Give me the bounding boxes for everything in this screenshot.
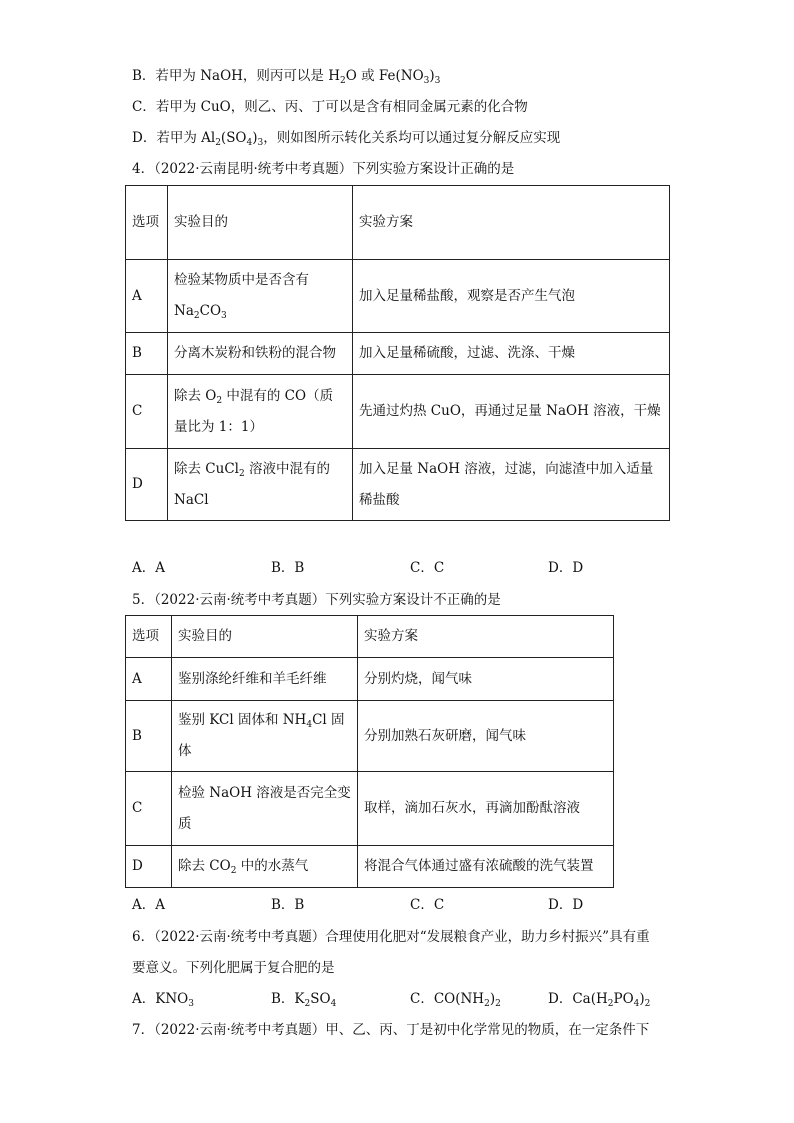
purpose-cell: 检验某物质中是否含有 $Na_2CO_3$ — [168, 260, 353, 333]
header-option: 选项 — [126, 616, 172, 658]
purpose-cell: 鉴别涤纶纤维和羊毛纤维 — [172, 658, 358, 701]
purpose-cell: 检验 NaOH 溶液是否完全变质 — [172, 772, 358, 846]
q7-stem: 7．（2022·云南·统考中考真题）甲、乙、丙、丁是初中化学常见的物质，在一定条件下 — [132, 1022, 650, 1038]
header-purpose: 实验目的 — [172, 616, 358, 658]
q3-option-c: C．若甲为 CuO，则乙、丙、丁可以是含有相同金属元素的化合物 — [132, 99, 528, 115]
table-row — [126, 333, 670, 375]
q4-stem: 4．（2022·云南昆明·统考中考真题）下列实验方案设计正确的是 — [132, 161, 515, 177]
option-cell: B — [126, 701, 172, 772]
header-purpose: 实验目的 — [168, 186, 353, 260]
option-cell: A — [126, 658, 172, 701]
table-row — [126, 658, 614, 701]
purpose-cell: 鉴别 KCl 固体和 $NH_4Cl$ 固体 — [172, 701, 358, 772]
table-header-row — [126, 616, 614, 658]
plan-cell: 分别灼烧，闻气味 — [358, 658, 614, 701]
answer-option-a[interactable]: A．A — [132, 560, 165, 576]
table-row — [126, 260, 670, 333]
q4-table — [125, 185, 670, 521]
q5-stem: 5．（2022·云南·统考中考真题）下列实验方案设计不正确的是 — [132, 592, 501, 608]
purpose-cell: 除去 CuCl$_2$ 溶液中混有的 NaCl — [168, 449, 353, 521]
answer-option-b[interactable]: B．B — [271, 897, 305, 913]
plan-cell: 分别加熟石灰研磨，闻气味 — [358, 701, 614, 772]
purpose-cell: 除去 $CO_2$ 中的水蒸气 — [172, 846, 358, 888]
purpose-cell: 分离木炭粉和铁粉的混合物 — [168, 333, 353, 375]
q5-table — [125, 615, 614, 888]
plan-cell: 先通过灼热 CuO，再通过足量 NaOH 溶液，干燥 — [353, 375, 670, 449]
header-plan: 实验方案 — [353, 186, 670, 260]
answer-option-d[interactable]: D．D — [548, 897, 584, 913]
option-cell: A — [126, 260, 168, 333]
header-plan: 实验方案 — [358, 616, 614, 658]
option-cell: C — [126, 375, 168, 449]
plan-cell: 加入足量稀盐酸，观察是否产生气泡 — [353, 260, 670, 333]
answer-option-a[interactable]: A．$KNO_3$ — [132, 991, 194, 1009]
table-row — [126, 701, 614, 772]
table-row — [126, 375, 670, 449]
plan-cell: 取样，滴加石灰水，再滴加酚酞溶液 — [358, 772, 614, 846]
option-cell: D — [126, 449, 168, 521]
answer-option-b[interactable]: B．B — [271, 560, 305, 576]
header-option: 选项 — [126, 186, 168, 260]
q6-stem-line2: 要意义。下列化肥属于复合肥的是 — [132, 960, 335, 976]
answer-option-d[interactable]: D．D — [548, 560, 584, 576]
table-row — [126, 449, 670, 521]
answer-option-c[interactable]: C．C — [410, 560, 445, 576]
purpose-cell: 除去 $O_2$ 中混有的 CO（质量比为 1：1） — [168, 375, 353, 449]
answer-option-d[interactable]: D．$Ca(H_2PO_4)_2$ — [548, 991, 651, 1009]
answer-option-c[interactable]: C．$CO(NH_2)_2$ — [410, 991, 501, 1009]
table-row — [126, 846, 614, 888]
plan-cell: 加入足量稀硫酸，过滤、洗涤、干燥 — [353, 333, 670, 375]
q6-stem-line1: 6．（2022·云南·统考中考真题）合理使用化肥对“发展粮食产业，助力乡村振兴”具有重 — [132, 929, 650, 945]
option-cell: C — [126, 772, 172, 846]
table-row — [126, 772, 614, 846]
answer-option-a[interactable]: A．A — [132, 897, 165, 913]
answer-option-b[interactable]: B．$K_2SO_4$ — [271, 991, 337, 1009]
answer-option-c[interactable]: C．C — [410, 897, 445, 913]
plan-cell: 将混合气体通过盛有浓硫酸的洗气装置 — [358, 846, 614, 888]
plan-cell: 加入足量 NaOH 溶液，过滤，向滤渣中加入适量稀盐酸 — [353, 449, 670, 521]
option-cell: D — [126, 846, 172, 888]
option-cell: B — [126, 333, 168, 375]
table-header-row — [126, 186, 670, 260]
q3-option-d: D．若甲为 $Al_2(SO_4)_3$，则如图所示转化关系均可以通过复分解反应实现 — [132, 130, 561, 148]
q3-option-b: B．若甲为 NaOH，则丙可以是 $H_2O$ 或 $Fe(NO_3)_3$ — [132, 68, 441, 86]
